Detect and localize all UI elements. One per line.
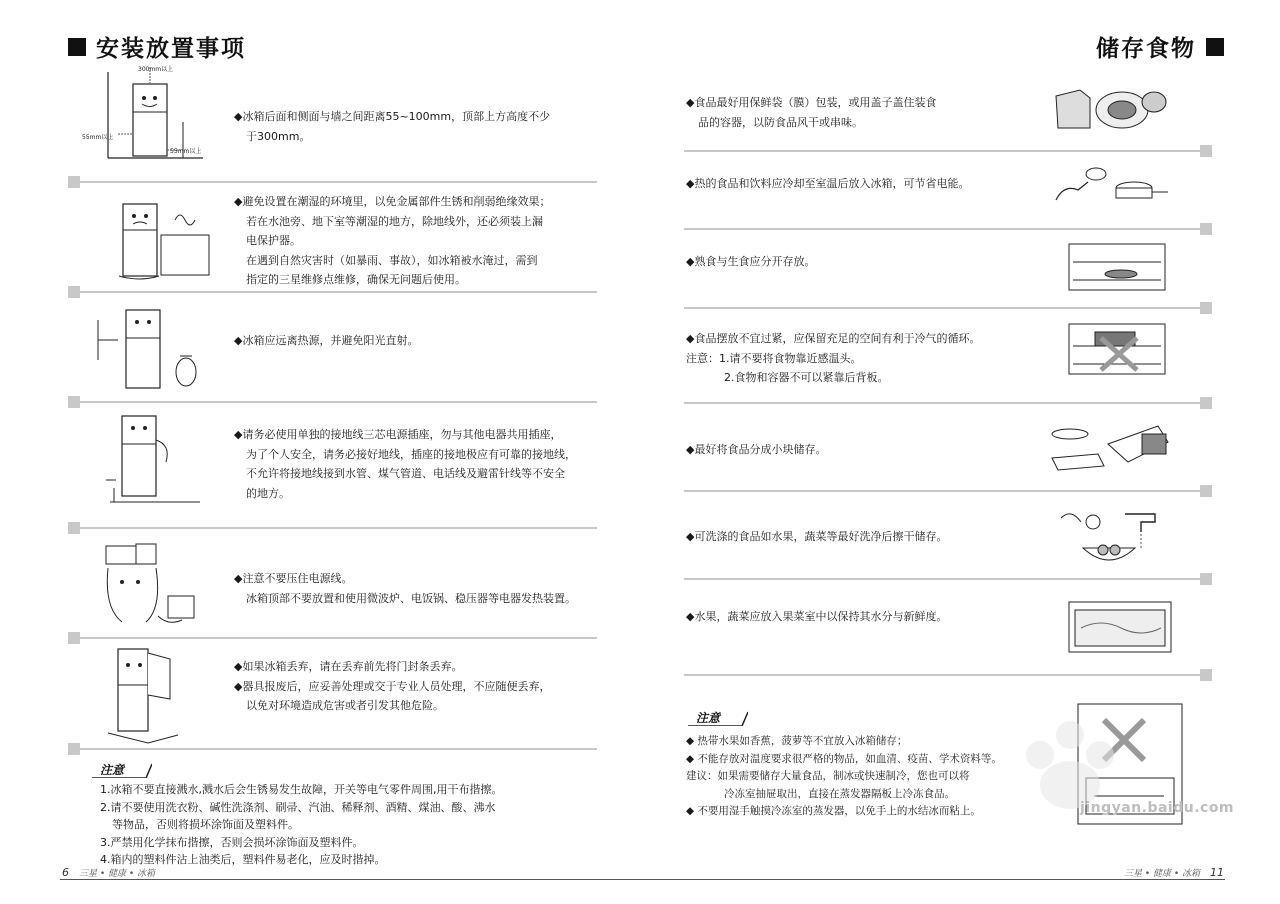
damp-fridge-illustration — [105, 190, 215, 282]
food-section-7-text: ◆水果，蔬菜应放入果菜室中以保持其水分与新鲜度。 — [686, 610, 948, 623]
section-2-text: ◆避免设置在潮湿的环境里，以免金属部件生锈和削弱绝缘效果； 若在水池旁、地下室等潮湿的地方，除地线外，还必须装上漏 电保护器。 在遇到自然灾害时（如暴雨、事故），如冰箱被水淹过，需到 指定的三星维修点维修，确保无问题后使用。 — [234, 195, 551, 286]
section-divider — [684, 228, 1210, 230]
crisper-drawer-illustration — [1065, 598, 1175, 656]
section-3-text: ◆冰箱应远离热源，并避免阳光直射。 — [234, 334, 419, 347]
watermark-text: jingyan.baidu.com — [1080, 800, 1235, 816]
note-tag: 注意 — [688, 708, 748, 726]
wrapped-food-illustration — [1050, 80, 1170, 136]
section-divider — [684, 307, 1210, 309]
section-5-text: ◆注意不要压住电源线。 冰箱顶部不要放置和使用微波炉、电饭锅、稳压器等电器发热装置。 — [234, 572, 576, 605]
section-divider — [684, 150, 1210, 152]
food-section-6-text: ◆可洗涤的食品如水果，蔬菜等最好洗净后擦干储存。 — [686, 530, 948, 543]
left-page-title: 安装放置事项 — [68, 30, 246, 63]
page-number: 6 — [62, 866, 69, 879]
right-footer — [1124, 866, 1224, 879]
footer-rule — [60, 879, 640, 880]
food-section-2-text: ◆热的食品和饮料应冷却至室温后放入冰箱，可节省电能。 — [686, 177, 970, 190]
section-divider — [70, 291, 597, 293]
section-divider — [684, 490, 1210, 492]
section-divider — [70, 637, 597, 639]
power-cord-illustration — [98, 538, 208, 630]
section-divider — [684, 402, 1210, 404]
washing-food-illustration — [1055, 500, 1170, 572]
section-divider — [70, 181, 597, 183]
section-4-text: ◆请务必使用单独的接地线三芯电源插座，勿与其他电器共用插座， 为了个人安全，请务必接好地线，插座的接地极应有可靠的接地线， 不允许将接地线接到水管、煤气管道、电话线及避雷针线等不安全 的地方。 — [234, 428, 576, 500]
title-square-icon — [1206, 38, 1224, 56]
section-divider — [70, 748, 597, 750]
food-section-3-text: ◆熟食与生食应分开存放。 — [686, 255, 816, 268]
footer-rule — [640, 879, 1225, 880]
left-footer — [62, 866, 155, 879]
separate-shelves-illustration — [1065, 240, 1170, 294]
section-divider — [684, 674, 1210, 676]
note-tag: 注意 — [92, 760, 152, 778]
section-divider — [70, 401, 597, 403]
food-section-5-text: ◆最好将食品分成小块储存。 — [686, 443, 827, 456]
disposal-illustration — [98, 645, 208, 745]
clearance-top-label: 300mm以上 — [138, 66, 174, 73]
grounding-illustration — [100, 410, 210, 510]
clearance-side-label: 55mm以上 — [82, 134, 114, 141]
brand-tagline: 三星 • 健康 • 冰箱 — [1123, 869, 1200, 879]
right-notes: ◆ 热带水果如香蕉，菠萝等不宜放入冰箱储存； ◆ 不能存放对温度要求很严格的物品，如血清、疫苗、学术资料等。 建议：如果需要储存大量食品，制冰或快速制冷，您也可以将 冷冻室抽屉取出，直接在蒸发器隔板上冷冻食品。 ◆ 不要用湿手触摸冷冻室的蒸发器，以免手上的水结冰而粘上。 — [686, 735, 1002, 817]
cooling-food-illustration — [1050, 160, 1170, 218]
heat-source-illustration — [88, 300, 208, 392]
page-number: 11 — [1210, 866, 1224, 879]
small-portions-illustration — [1048, 418, 1174, 474]
left-notes: 1.冰箱不要直接溅水,溅水后会生锈易发生故障，开关等电气零件周围,用干布揩擦。 2.请不要使用洗衣粉、碱性洗涤剂、刷帚、汽油、稀释剂、酒精、煤油、酸、沸水 等物品，否则将损坏涂饰面及塑料件。 3.严禁用化学抹布揩擦，否则会损坏涂饰面及塑料件。 4.箱内的塑料件沾上油类后，塑料件易老化，应及时揩掉。 — [100, 783, 503, 866]
crowded-shelf-illustration — [1065, 320, 1170, 378]
food-section-1-text: ◆食品最好用保鲜袋（膜）包装，或用盖子盖住装食 品的容器，以防食品风干或串味。 — [686, 96, 937, 129]
brand-tagline: 三星 • 健康 • 冰箱 — [79, 869, 156, 879]
food-section-4-text: ◆食品摆放不宜过紧，应保留充足的空间有利于冷气的循环。 注意：1.请不要将食物靠近感温头。 2.食物和容器不可以紧靠后背板。 — [686, 332, 981, 384]
section-6-text: ◆如果冰箱丢弃，请在丢弃前先将门封条丢弃。 ◆器具报废后，应妥善处理或交于专业人员处理，不应随便丢弃， 以免对环境造成危害或者引发其他危险。 — [234, 660, 551, 712]
section-divider — [70, 527, 597, 529]
right-page-title: 储存食物 — [1096, 30, 1224, 63]
clearance-diagram — [78, 62, 208, 166]
section-1-text: ◆冰箱后面和侧面与墙之间距离55~100mm，顶部上方高度不少 于300mm。 — [234, 110, 551, 143]
section-divider — [684, 578, 1210, 580]
clearance-back-label: 55mm以上 — [170, 148, 202, 155]
title-square-icon — [68, 38, 86, 56]
